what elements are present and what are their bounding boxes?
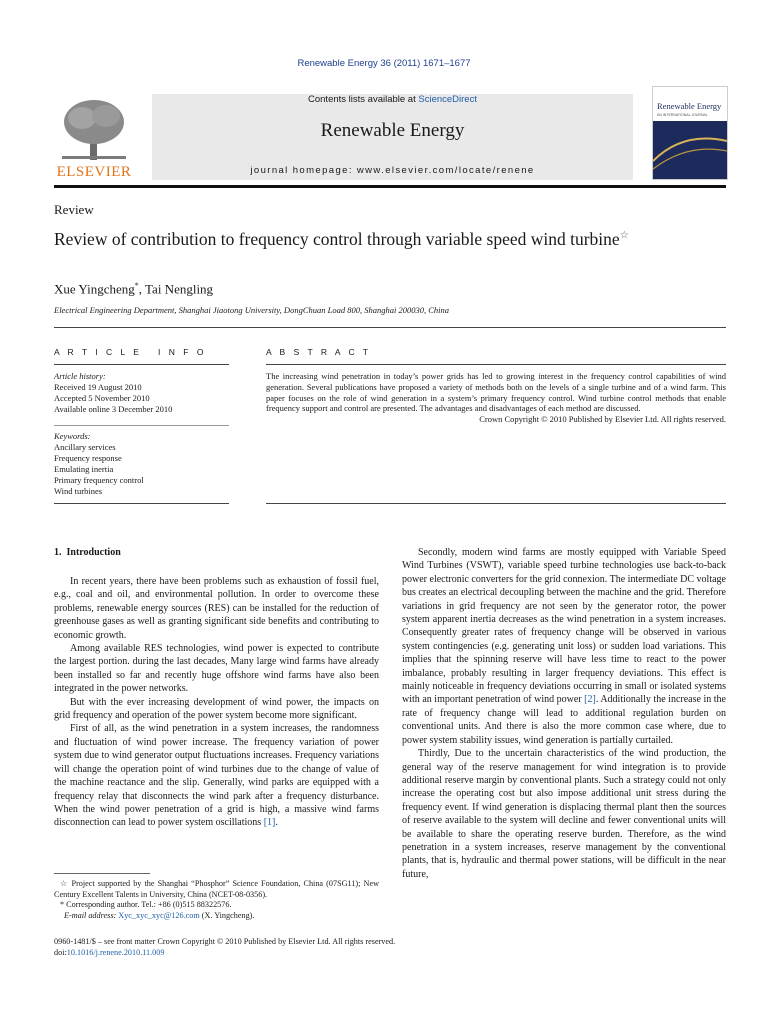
affiliation: Electrical Engineering Department, Shanghai Jiaotong University, DongChuan Load 800, Shanghai 200030, China [54, 305, 449, 315]
received-date: Received 19 August 2010 [54, 382, 142, 392]
paragraph-end: . Additionally the increase in the rate of frequency change will lead to additional regulation burden on conventional units. And there is also the more common case where, due to power system stability issues, wind generation is partially curtailed. [402, 694, 726, 746]
footnotes [54, 879, 379, 921]
cover-title: Renewable Energy [657, 101, 722, 111]
footnote-star: ☆ [60, 879, 69, 888]
body-column-left [54, 575, 379, 830]
paragraph [54, 722, 379, 829]
email-link[interactable]: Xyc_xyc_xyc@126.com [118, 910, 200, 920]
abstract-copyright: Crown Copyright © 2010 Published by Elsevier Ltd. All rights reserved. [479, 414, 726, 425]
article-title-text: Review of contribution to frequency control through variable speed wind turbine [54, 228, 620, 249]
keyword-item: Ancillary services [54, 442, 116, 452]
email-footnote [54, 911, 379, 922]
email-after: (X. Yingcheng). [199, 910, 255, 920]
contents-line [152, 94, 633, 105]
elsevier-logo [54, 94, 134, 180]
doi-line [54, 948, 164, 959]
reference-link[interactable]: [1] [263, 817, 276, 829]
abstract-text [266, 371, 726, 425]
header-rule [54, 185, 726, 188]
coauthor-name[interactable]: , Tai Nengling [138, 281, 214, 297]
corresponding-footnote [54, 900, 379, 911]
paragraph-text: Secondly, modern wind farms are mostly equipped with Variable Speed Wind Turbines (VSWT), variable speed turbine technologies use back-to-back power electronic converters for the grid connexion. The intermediate DC voltage bus creates an electrical decoupling between the machine and the grid. Therefore variations in grid frequency are not seen by the generator rotor, the power system apparent inertia decreases as the wind penetration in a system increases. Consequently greater rates of frequency change will be observed in various system contingencies (e.g. generating unit loss) or sudden load variations. This implies that the spinning reserve will have less time to react to the power imbalance, probably resulting in larger frequency deviations. This effect is mainly noticeable in frequency deviations occurring in small or isolated systems with an important penetration of wind power [402, 547, 726, 706]
sciencedirect-link[interactable]: ScienceDirect [418, 94, 477, 105]
keywords-block [54, 431, 229, 497]
keyword-item: Primary frequency control [54, 475, 144, 485]
footnote-rule [54, 873, 150, 874]
corresponding-text: Corresponding author. Tel.: +86 (0)515 88322576. [64, 900, 232, 910]
article-info-rule [54, 364, 229, 365]
article-info-bottom-rule [54, 503, 229, 504]
funding-footnote [54, 879, 379, 900]
accepted-date: Accepted 5 November 2010 [54, 393, 150, 403]
journal-citation[interactable]: Renewable Energy 36 (2011) 1671–1677 [297, 58, 471, 69]
paragraph: Thirdly, Due to the uncertain characteristics of the wind production, the general way of the reserve management for wind integration is to provide additional reserve margin by conventional plants. Such a strategy could not only increase the operating cost but also impose additional unit stress during the frequency event. If wind generation is displacing thermal plant then the sources of reserve available to the system will decline and fewer conventional units will be available to share the operating reserve burden. Therefore, as the wind penetration in a system increases, reserve management by the conventional plants, that is, hydraulic and thermal power stations, will be difficult in the near future, [402, 748, 726, 880]
online-date: Available online 3 December 2010 [54, 404, 173, 414]
history-label: Article history: [54, 371, 106, 381]
elsevier-wordmark: ELSEVIER [56, 164, 132, 180]
paragraph-end: . [275, 817, 278, 829]
paragraph: But with the ever increasing development of wind power, the impacts on grid frequency and operation of the power system become more significant. [54, 696, 379, 722]
article-info-heading: A R T I C L E I N F O [54, 347, 207, 357]
abstract-body: The increasing wind penetration in today’s power grids has led to growing interest in the frequency control capabilities of wind generation. Several publications have proposed a variety of methods both on the levels of a single turbine and of a wind farm. This paper focuses on the role of wind generation in a system’s primary frequency control. Wind turbine control methods that enable frequency support and control are presented. The advantages and disadvantages of each method are discussed. [266, 371, 726, 414]
issn-line: 0960-1481/$ – see front matter Crown Copyright © 2010 Published by Elsevier Ltd. All rights reserved. [54, 937, 396, 946]
section-heading: 1. Introduction [54, 547, 121, 558]
article-history [54, 371, 229, 415]
author-list [54, 281, 213, 297]
abstract-bottom-rule [266, 503, 726, 504]
body-column-right [402, 546, 726, 881]
doi-link[interactable]: 10.1016/j.renene.2010.11.009 [66, 948, 165, 957]
journal-title: Renewable Energy [320, 120, 465, 141]
journal-homepage[interactable]: journal homepage: www.elsevier.com/locate/renene [250, 165, 535, 176]
keywords-rule [54, 425, 229, 426]
author-name[interactable]: Xue Yingcheng [54, 281, 135, 297]
article-type: Review [54, 202, 94, 217]
paragraph-text: First of all, as the wind penetration in a system increases, the randomness and fluctuation of wind power increase. The frequency variation of power system due to wind generator output fluctuations increases. Frequency variations will change the operation point of wind turbines due to the change of value of the machine reactance and the slip. Generally, wind parks are equipped with a frequency relay that disconnects the wind park after a frequency disturbance. When the wind power penetration of a grid is high, a massive wind farms disconnection can lead to power system oscillations [54, 723, 379, 829]
abstract-heading: A B S T R A C T [266, 347, 372, 357]
reference-link[interactable]: [2] [584, 694, 596, 706]
footnote-asterisk: * [60, 900, 65, 910]
keyword-item: Emulating inertia [54, 464, 114, 474]
corresponding-author-mark[interactable]: * [134, 281, 139, 290]
keyword-item: Frequency response [54, 453, 122, 463]
cover-subtitle: AN INTERNATIONAL JOURNAL [657, 113, 708, 117]
doi-label: doi: [54, 948, 67, 957]
title-footnote-mark[interactable]: ☆ [619, 230, 629, 241]
email-label: E-mail address: [64, 910, 119, 920]
paragraph: In recent years, there have been problems such as exhaustion of fossil fuel, e.g., coal and oil, and environmental pollution. In order to overcome these problems, renewable energy sources (RES) can be installed for the reduction of greenhouse gases as well as granting significant side benefits and contributing to economic growth. [54, 576, 379, 641]
keywords-label: Keywords: [54, 431, 91, 441]
article-title [54, 225, 714, 250]
paragraph: Among available RES technologies, wind power is expected to contribute the largest portion. during the last decades, Many large wind farms have already been installed so far and recently huge offshore wind farms have also been integrated in the power networks. [54, 643, 379, 695]
abstract-rule [266, 364, 726, 365]
contents-prefix: Contents lists available at [308, 94, 419, 105]
journal-cover [652, 86, 728, 180]
title-rule [54, 327, 726, 328]
paragraph [402, 546, 726, 747]
funding-text: Project supported by the Shanghai “Phosphor” Science Foundation, China (07SG11); New Century Excellent Talents in University, China (NCET-08-0356). [54, 879, 379, 899]
keyword-item: Wind turbines [54, 486, 103, 496]
